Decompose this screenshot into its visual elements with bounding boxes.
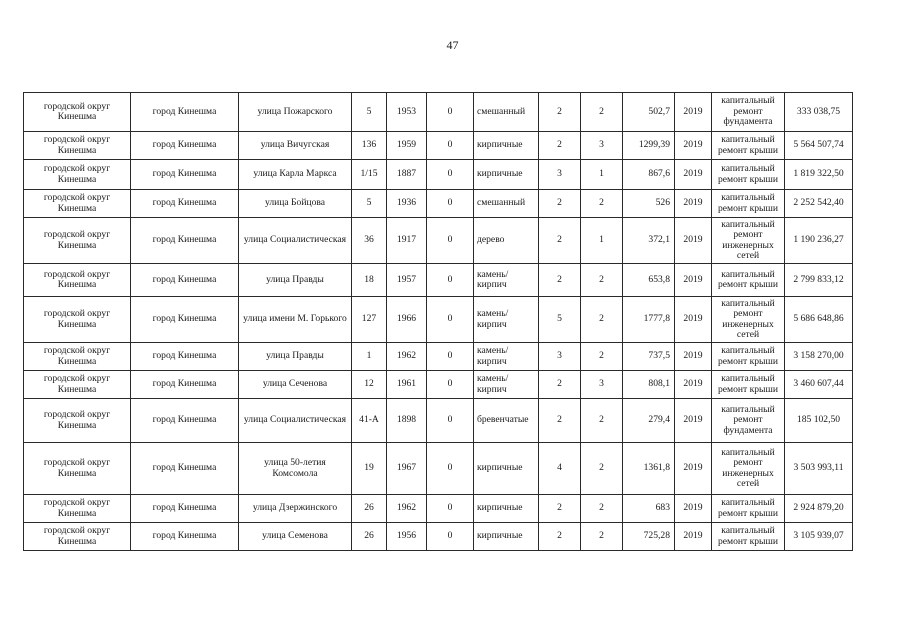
district-cell: городской округ Кинешма: [24, 399, 131, 443]
entrances-cell: 2: [581, 190, 623, 218]
city-cell: город Кинешма: [131, 399, 239, 443]
floors-cell: 5: [539, 297, 581, 343]
entrances-cell: 1: [581, 218, 623, 264]
street-cell: улица Пожарского: [239, 93, 352, 132]
wall-material-cell: смешанный: [474, 93, 539, 132]
work-type-cell: капитальный ремонт крыши: [712, 264, 785, 297]
entrances-cell: 2: [581, 264, 623, 297]
city-cell: город Кинешма: [131, 264, 239, 297]
floors-cell: 4: [539, 443, 581, 495]
wall-material-cell: камень/кирпич: [474, 343, 539, 371]
plan-year-cell: 2019: [675, 132, 712, 160]
floors-cell: 2: [539, 523, 581, 551]
table-row: [24, 523, 853, 551]
cost-cell: 1 819 322,50: [785, 160, 853, 190]
district-cell: городской округ Кинешма: [24, 343, 131, 371]
floors-cell: 2: [539, 399, 581, 443]
area-cell: 1299,39: [623, 132, 675, 160]
cost-cell: 1 190 236,27: [785, 218, 853, 264]
street-cell: улица Вичугская: [239, 132, 352, 160]
cost-cell: 3 105 939,07: [785, 523, 853, 551]
city-cell: город Кинешма: [131, 343, 239, 371]
district-cell: городской округ Кинешма: [24, 495, 131, 523]
entrances-cell: 3: [581, 132, 623, 160]
entrances-cell: 2: [581, 297, 623, 343]
zero-cell: 0: [427, 190, 474, 218]
table-row: [24, 343, 853, 371]
work-type-cell: капитальный ремонт крыши: [712, 371, 785, 399]
street-cell: улица Правды: [239, 264, 352, 297]
cost-cell: 2 252 542,40: [785, 190, 853, 218]
zero-cell: 0: [427, 264, 474, 297]
entrances-cell: 2: [581, 343, 623, 371]
work-type-cell: капитальный ремонт крыши: [712, 495, 785, 523]
cost-cell: 185 102,50: [785, 399, 853, 443]
build-year-cell: 1956: [387, 523, 427, 551]
wall-material-cell: кирпичные: [474, 160, 539, 190]
plan-year-cell: 2019: [675, 218, 712, 264]
table-row: [24, 160, 853, 190]
table-row: [24, 371, 853, 399]
area-cell: 502,7: [623, 93, 675, 132]
house-number-cell: 18: [352, 264, 387, 297]
city-cell: город Кинешма: [131, 443, 239, 495]
area-cell: 526: [623, 190, 675, 218]
house-number-cell: 26: [352, 523, 387, 551]
district-cell: городской округ Кинешма: [24, 371, 131, 399]
floors-cell: 3: [539, 160, 581, 190]
street-cell: улица Карла Маркса: [239, 160, 352, 190]
build-year-cell: 1887: [387, 160, 427, 190]
work-type-cell: капитальный ремонт крыши: [712, 190, 785, 218]
area-cell: 653,8: [623, 264, 675, 297]
build-year-cell: 1936: [387, 190, 427, 218]
plan-year-cell: 2019: [675, 343, 712, 371]
district-cell: городской округ Кинешма: [24, 297, 131, 343]
house-number-cell: 26: [352, 495, 387, 523]
floors-cell: 3: [539, 343, 581, 371]
build-year-cell: 1917: [387, 218, 427, 264]
cost-cell: 5 564 507,74: [785, 132, 853, 160]
wall-material-cell: кирпичные: [474, 523, 539, 551]
entrances-cell: 2: [581, 399, 623, 443]
city-cell: город Кинешма: [131, 523, 239, 551]
wall-material-cell: камень/кирпич: [474, 264, 539, 297]
floors-cell: 2: [539, 371, 581, 399]
area-cell: 279,4: [623, 399, 675, 443]
house-number-cell: 136: [352, 132, 387, 160]
floors-cell: 2: [539, 218, 581, 264]
work-type-cell: капитальный ремонт крыши: [712, 523, 785, 551]
street-cell: улица Социалистическая: [239, 399, 352, 443]
district-cell: городской округ Кинешма: [24, 160, 131, 190]
entrances-cell: 2: [581, 495, 623, 523]
work-type-cell: капитальный ремонт инженерных сетей: [712, 297, 785, 343]
cost-cell: 3 460 607,44: [785, 371, 853, 399]
work-type-cell: капитальный ремонт крыши: [712, 343, 785, 371]
area-cell: 737,5: [623, 343, 675, 371]
area-cell: 867,6: [623, 160, 675, 190]
district-cell: городской округ Кинешма: [24, 443, 131, 495]
street-cell: улица Дзержинского: [239, 495, 352, 523]
floors-cell: 2: [539, 132, 581, 160]
table-row: [24, 495, 853, 523]
zero-cell: 0: [427, 399, 474, 443]
build-year-cell: 1966: [387, 297, 427, 343]
entrances-cell: 3: [581, 371, 623, 399]
street-cell: улица Бойцова: [239, 190, 352, 218]
wall-material-cell: смешанный: [474, 190, 539, 218]
floors-cell: 2: [539, 495, 581, 523]
house-number-cell: 5: [352, 93, 387, 132]
housing-repair-table: [23, 92, 853, 551]
house-number-cell: 12: [352, 371, 387, 399]
table-row: [24, 443, 853, 495]
plan-year-cell: 2019: [675, 495, 712, 523]
zero-cell: 0: [427, 495, 474, 523]
city-cell: город Кинешма: [131, 93, 239, 132]
area-cell: 808,1: [623, 371, 675, 399]
street-cell: улица Сеченова: [239, 371, 352, 399]
house-number-cell: 1/15: [352, 160, 387, 190]
district-cell: городской округ Кинешма: [24, 523, 131, 551]
district-cell: городской округ Кинешма: [24, 132, 131, 160]
cost-cell: 3 158 270,00: [785, 343, 853, 371]
wall-material-cell: бревенчатые: [474, 399, 539, 443]
house-number-cell: 41-А: [352, 399, 387, 443]
plan-year-cell: 2019: [675, 264, 712, 297]
work-type-cell: капитальный ремонт крыши: [712, 132, 785, 160]
cost-cell: 3 503 993,11: [785, 443, 853, 495]
zero-cell: 0: [427, 132, 474, 160]
zero-cell: 0: [427, 297, 474, 343]
area-cell: 372,1: [623, 218, 675, 264]
table-row: [24, 264, 853, 297]
city-cell: город Кинешма: [131, 297, 239, 343]
wall-material-cell: кирпичные: [474, 132, 539, 160]
cost-cell: 2 799 833,12: [785, 264, 853, 297]
street-cell: улица Правды: [239, 343, 352, 371]
floors-cell: 2: [539, 264, 581, 297]
plan-year-cell: 2019: [675, 297, 712, 343]
plan-year-cell: 2019: [675, 523, 712, 551]
city-cell: город Кинешма: [131, 190, 239, 218]
wall-material-cell: камень/кирпич: [474, 371, 539, 399]
zero-cell: 0: [427, 343, 474, 371]
table-row: [24, 297, 853, 343]
house-number-cell: 19: [352, 443, 387, 495]
build-year-cell: 1898: [387, 399, 427, 443]
plan-year-cell: 2019: [675, 160, 712, 190]
table-row: [24, 132, 853, 160]
plan-year-cell: 2019: [675, 399, 712, 443]
area-cell: 683: [623, 495, 675, 523]
table-row: [24, 399, 853, 443]
house-number-cell: 5: [352, 190, 387, 218]
build-year-cell: 1967: [387, 443, 427, 495]
district-cell: городской округ Кинешма: [24, 93, 131, 132]
wall-material-cell: камень/кирпич: [474, 297, 539, 343]
wall-material-cell: кирпичные: [474, 443, 539, 495]
build-year-cell: 1961: [387, 371, 427, 399]
street-cell: улица Социалистическая: [239, 218, 352, 264]
area-cell: 1777,8: [623, 297, 675, 343]
city-cell: город Кинешма: [131, 371, 239, 399]
zero-cell: 0: [427, 443, 474, 495]
street-cell: улица 50-летия Комсомола: [239, 443, 352, 495]
city-cell: город Кинешма: [131, 132, 239, 160]
house-number-cell: 1: [352, 343, 387, 371]
build-year-cell: 1962: [387, 343, 427, 371]
work-type-cell: капитальный ремонт фундамента: [712, 93, 785, 132]
cost-cell: 2 924 879,20: [785, 495, 853, 523]
street-cell: улица Семенова: [239, 523, 352, 551]
zero-cell: 0: [427, 93, 474, 132]
wall-material-cell: дерево: [474, 218, 539, 264]
entrances-cell: 2: [581, 93, 623, 132]
table-row: [24, 218, 853, 264]
work-type-cell: капитальный ремонт инженерных сетей: [712, 443, 785, 495]
build-year-cell: 1957: [387, 264, 427, 297]
floors-cell: 2: [539, 190, 581, 218]
build-year-cell: 1959: [387, 132, 427, 160]
street-cell: улица имени М. Горького: [239, 297, 352, 343]
plan-year-cell: 2019: [675, 443, 712, 495]
entrances-cell: 2: [581, 443, 623, 495]
plan-year-cell: 2019: [675, 371, 712, 399]
zero-cell: 0: [427, 160, 474, 190]
area-cell: 1361,8: [623, 443, 675, 495]
city-cell: город Кинешма: [131, 495, 239, 523]
house-number-cell: 36: [352, 218, 387, 264]
floors-cell: 2: [539, 93, 581, 132]
district-cell: городской округ Кинешма: [24, 264, 131, 297]
zero-cell: 0: [427, 523, 474, 551]
wall-material-cell: кирпичные: [474, 495, 539, 523]
build-year-cell: 1953: [387, 93, 427, 132]
work-type-cell: капитальный ремонт крыши: [712, 160, 785, 190]
plan-year-cell: 2019: [675, 190, 712, 218]
cost-cell: 333 038,75: [785, 93, 853, 132]
cost-cell: 5 686 648,86: [785, 297, 853, 343]
plan-year-cell: 2019: [675, 93, 712, 132]
page-number: 47: [446, 38, 459, 52]
zero-cell: 0: [427, 218, 474, 264]
city-cell: город Кинешма: [131, 218, 239, 264]
work-type-cell: капитальный ремонт фундамента: [712, 399, 785, 443]
area-cell: 725,28: [623, 523, 675, 551]
entrances-cell: 1: [581, 160, 623, 190]
table-row: [24, 93, 853, 132]
entrances-cell: 2: [581, 523, 623, 551]
house-number-cell: 127: [352, 297, 387, 343]
district-cell: городской округ Кинешма: [24, 190, 131, 218]
city-cell: город Кинешма: [131, 160, 239, 190]
zero-cell: 0: [427, 371, 474, 399]
work-type-cell: капитальный ремонт инженерных сетей: [712, 218, 785, 264]
build-year-cell: 1962: [387, 495, 427, 523]
district-cell: городской округ Кинешма: [24, 218, 131, 264]
table-row: [24, 190, 853, 218]
